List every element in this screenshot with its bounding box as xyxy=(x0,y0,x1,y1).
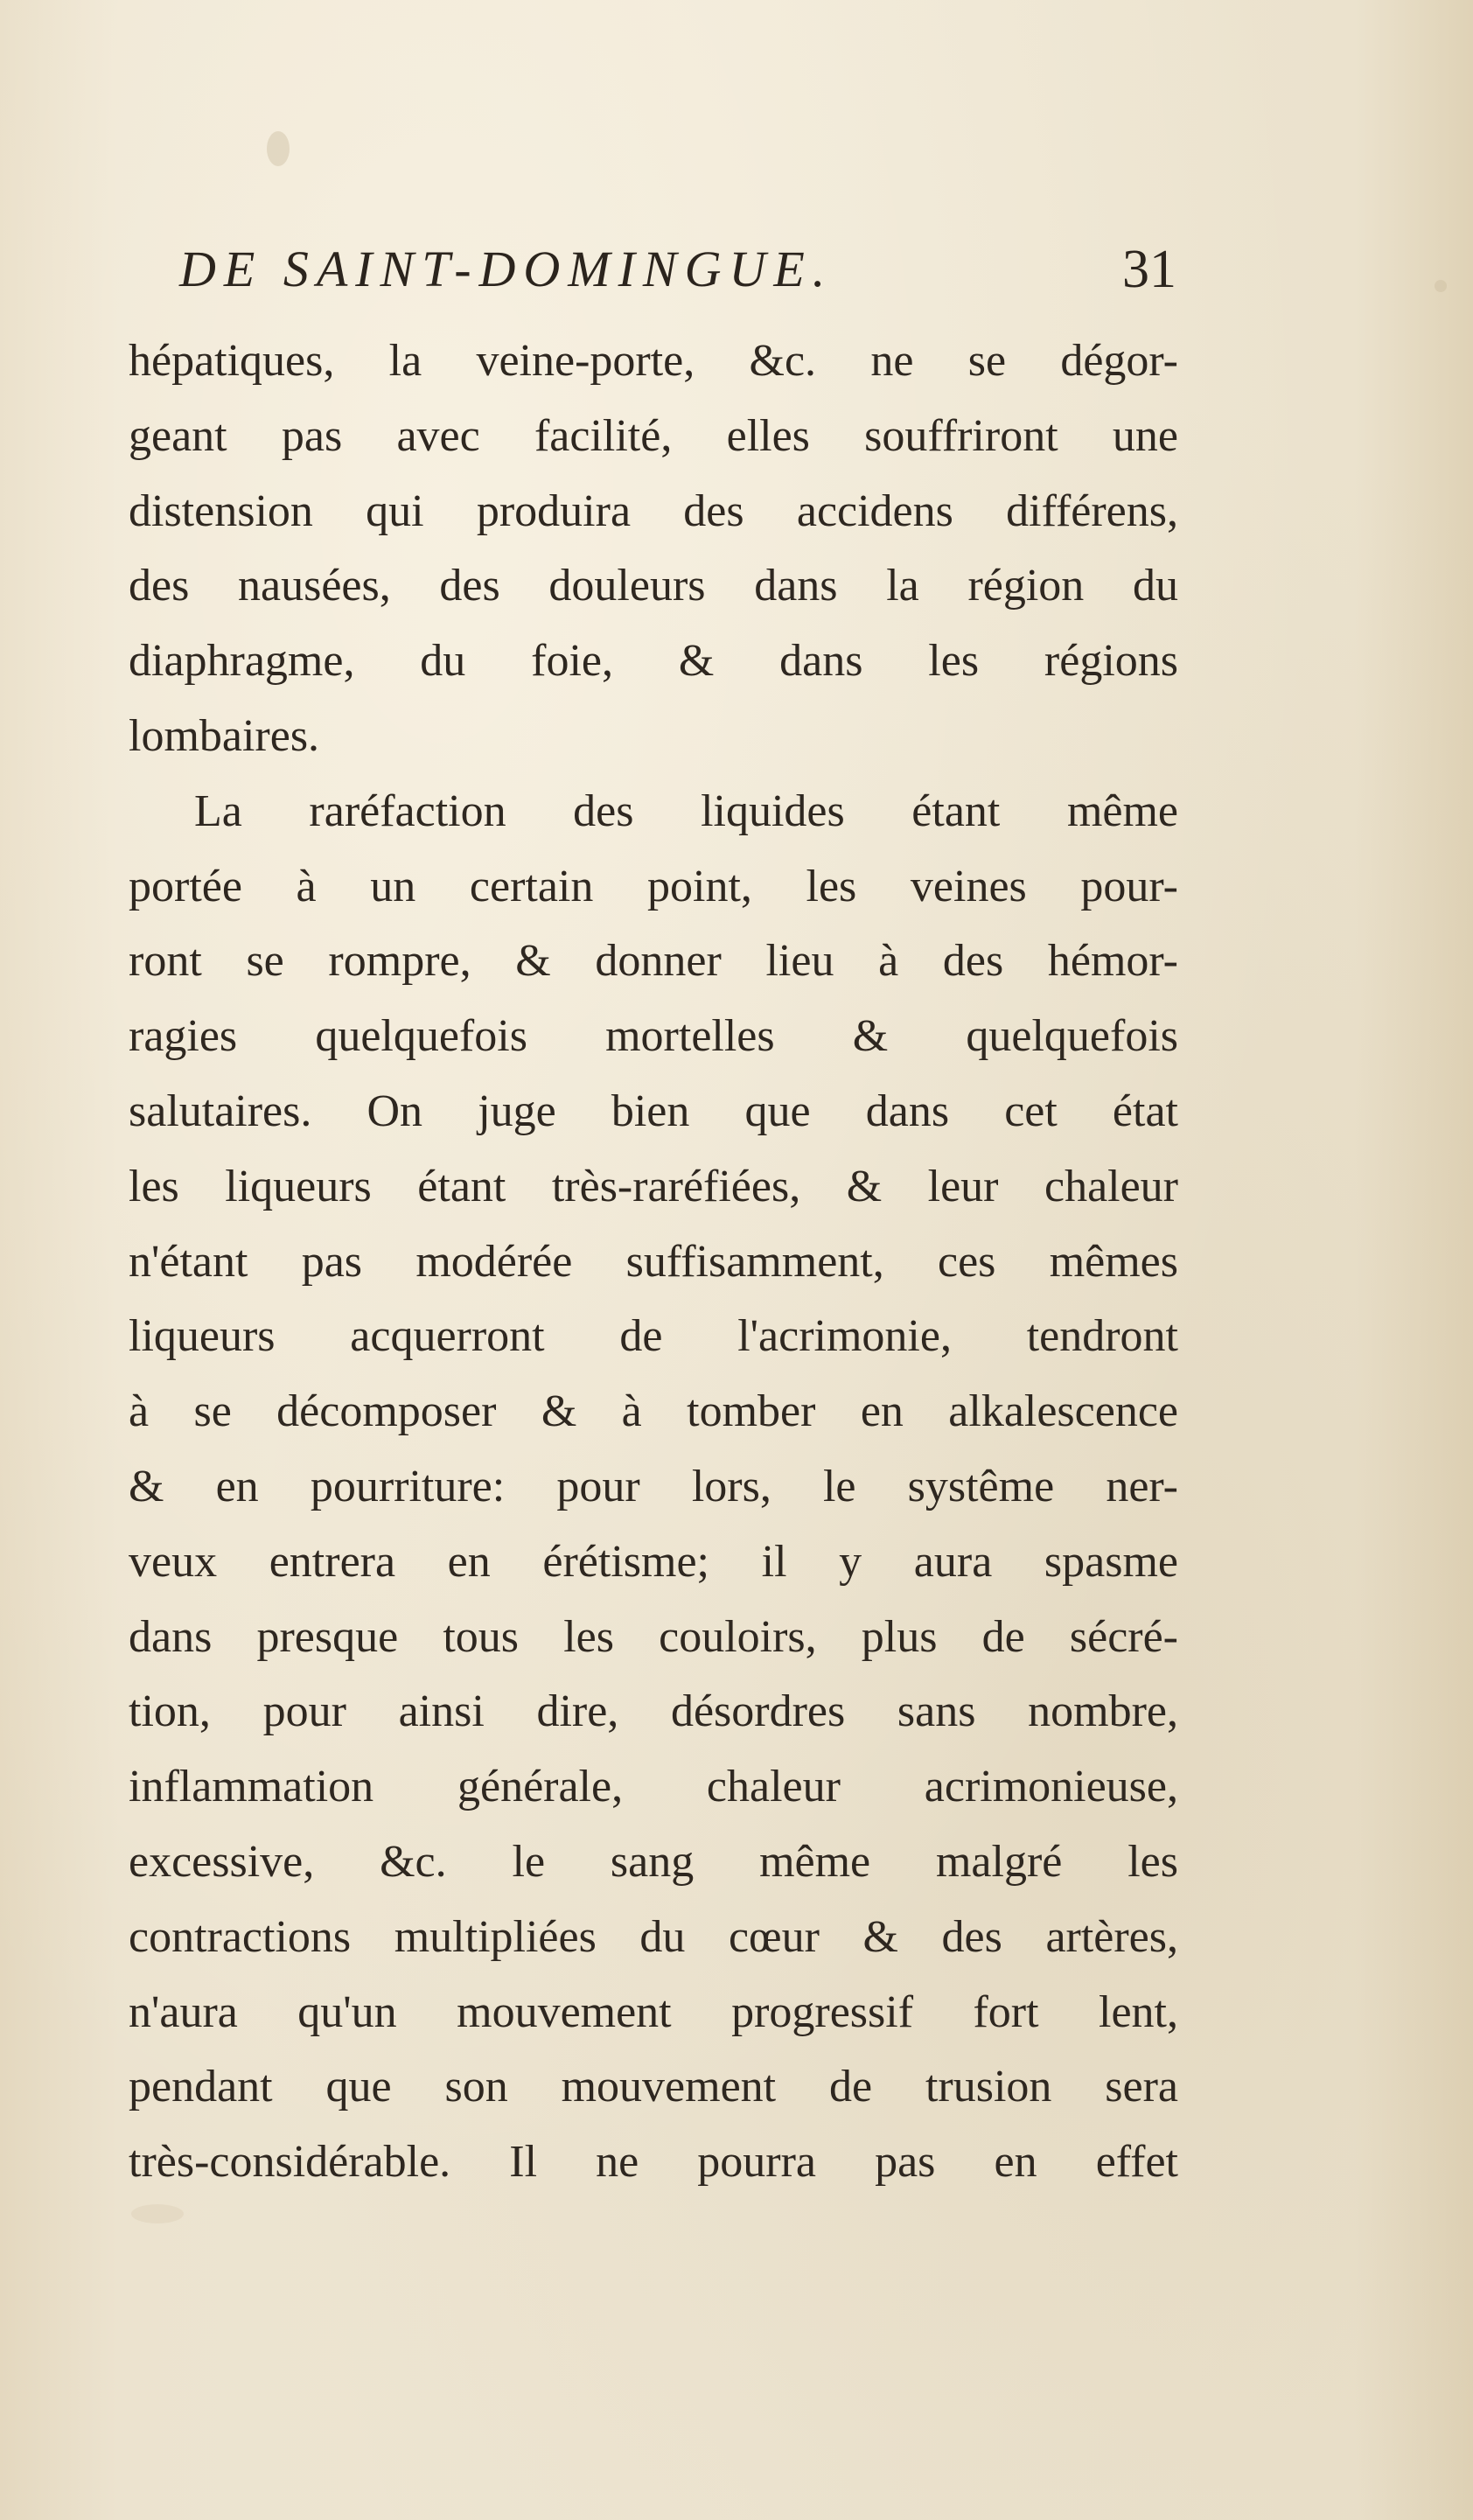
text-line: hépatiques, la veine-porte, &c. ne se dégor- xyxy=(129,336,1178,386)
paper-stain xyxy=(131,2204,184,2223)
text-line: tion, pour ainsi dire, désordres sans nombre, xyxy=(129,1686,1178,1737)
text-line: & en pourriture: pour lors, le systême ner- xyxy=(129,1461,1178,1511)
text-line: distension qui produira des accidens différens, xyxy=(129,485,1178,536)
text-line: n'aura qu'un mouvement progressif fort lent, xyxy=(129,1986,1178,2037)
text-line: geant pas avec facilité, elles souffriront une xyxy=(129,410,1178,461)
paper-stain xyxy=(1435,280,1447,292)
text-line: ront se rompre, & donner lieu à des hémor- xyxy=(129,936,1178,987)
page-header xyxy=(179,234,1185,304)
text-line: veux entrera en érétisme; il y aura spasme xyxy=(129,1536,1178,1587)
text-line: n'étant pas modérée suffisamment, ces mêmes xyxy=(129,1236,1178,1287)
text-line: contractions multipliées du cœur & des artères, xyxy=(129,1911,1178,1962)
text-line: à se décomposer & à tomber en alkalescence xyxy=(129,1386,1178,1437)
text-line: excessive, &c. le sang même malgré les xyxy=(129,1836,1178,1887)
running-title: DE SAINT-DOMINGUE. xyxy=(179,241,834,297)
text-line: pendant que son mouvement de trusion sera xyxy=(129,2062,1178,2112)
text-line: dans presque tous les couloirs, plus de sécré- xyxy=(129,1611,1178,1662)
text-line: des nausées, des douleurs dans la région du xyxy=(129,561,1178,611)
text-line: les liqueurs étant très-raréfiées, & leur chaleur xyxy=(129,1161,1178,1211)
text-line: salutaires. On juge bien que dans cet état xyxy=(129,1085,1178,1136)
text-line: lombaires. xyxy=(129,710,320,761)
body-text xyxy=(129,324,1178,2200)
text-line: liqueurs acquerront de l'acrimonie, tendront xyxy=(129,1311,1178,1362)
page-number: 31 xyxy=(1122,240,1176,299)
text-line: ragies quelquefois mortelles & quelquefois xyxy=(129,1011,1178,1062)
text-line: La raréfaction des liquides étant même xyxy=(194,785,1178,836)
text-line: diaphragme, du foie, & dans les régions xyxy=(129,636,1178,687)
paper-stain xyxy=(267,131,290,166)
text-line: très-considérable. Il ne pourra pas en effet xyxy=(129,2137,1178,2188)
text-line: portée à un certain point, les veines pour- xyxy=(129,861,1178,911)
text-line: inflammation générale, chaleur acrimonieuse, xyxy=(129,1762,1178,1812)
